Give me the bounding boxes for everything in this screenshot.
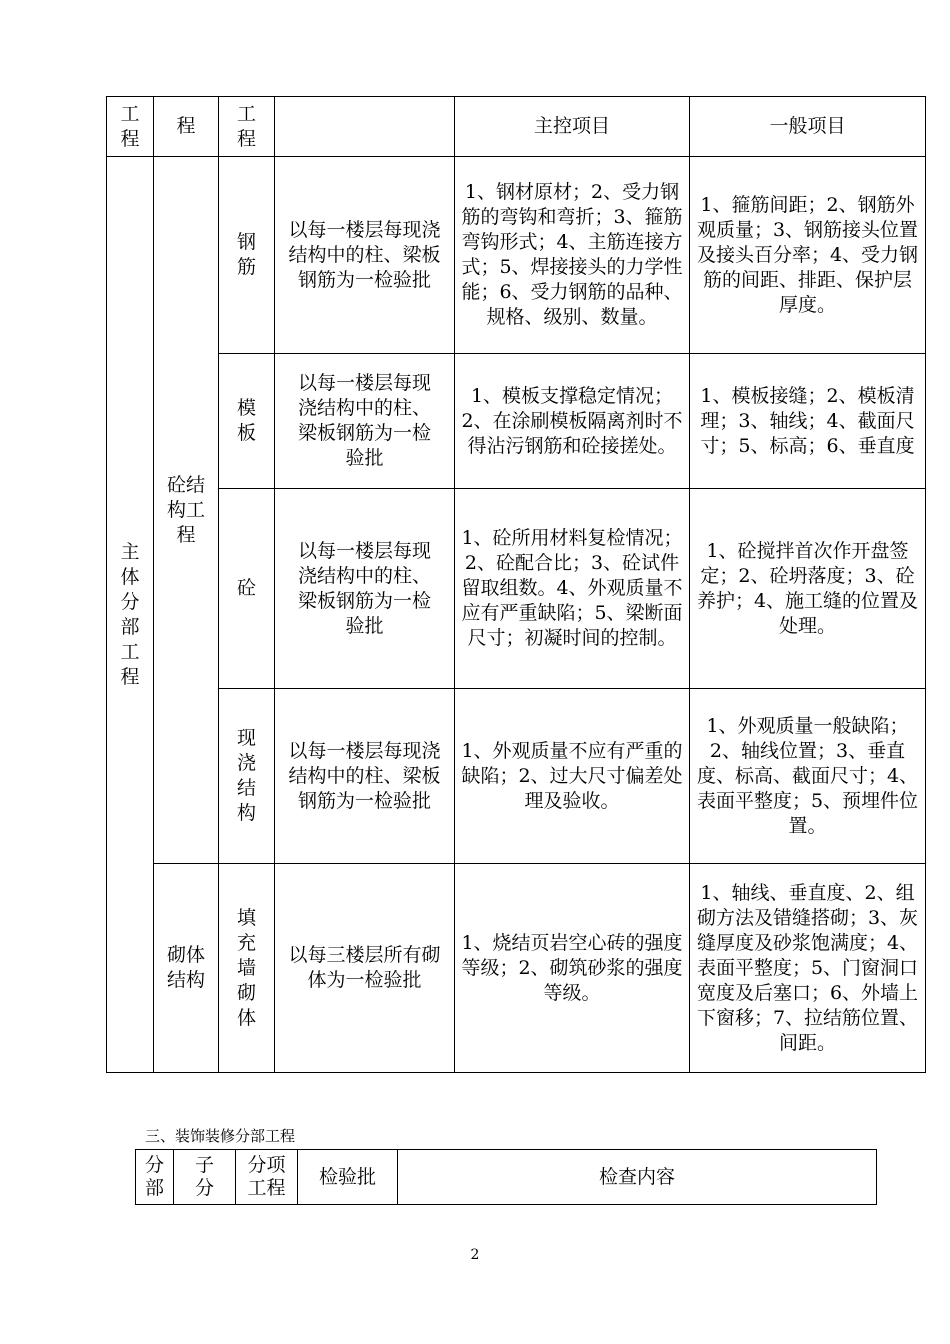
subdivision-cell: 砌体结构 [154, 864, 219, 1073]
batch-cell: 以每一楼层每现浇结构中的柱、梁板钢筋为一检验批 [275, 689, 455, 864]
table-header-row [107, 97, 926, 157]
item-cell: 砼 [219, 489, 275, 689]
general-cell: 1、箍筋间距；2、钢筋外观质量；3、钢筋接头位置及接头百分率；4、受力钢筋的间距、排距、保护层厚度。 [690, 157, 926, 354]
table-row [107, 354, 926, 489]
item-cell: 现浇结构 [219, 689, 275, 864]
item-cell: 钢筋 [219, 157, 275, 354]
batch-cell: 以每一楼层每现浇结构中的柱、梁板钢筋为一检验批 [275, 489, 455, 689]
batch-cell: 以每一楼层每现浇结构中的柱、梁板钢筋为一检验批 [275, 157, 455, 354]
general-cell: 1、轴线、垂直度、2、组砌方法及错缝搭砌；3、灰缝厚度及砂浆饱满度；4、表面平整度；5、门窗洞口宽度及后塞口；6、外墙上下窗移；7、拉结筋位置、间距。 [690, 864, 926, 1073]
general-cell: 1、模板接缝；2、模板清理；3、轴线；4、截面尺寸；5、标高；6、垂直度 [690, 354, 926, 489]
table-row [107, 489, 926, 689]
header-cell: 子分 [174, 1150, 236, 1205]
section-title: 三、装饰装修分部工程 [145, 1127, 296, 1145]
decoration-table [135, 1149, 877, 1205]
table-header-row [136, 1150, 877, 1205]
item-cell: 填充墙砌体 [219, 864, 275, 1073]
header-cell: 工程 [219, 97, 275, 157]
inspection-table [106, 96, 926, 1073]
main-control-cell: 1、钢材原材；2、受力钢筋的弯钩和弯折；3、箍筋弯钩形式；4、主筋连接方式；5、焊接接头的力学性能；6、受力钢筋的品种、规格、级别、数量。 [455, 157, 690, 354]
main-control-cell: 1、外观质量不应有严重的缺陷；2、过大尺寸偏差处理及验收。 [455, 689, 690, 864]
main-control-cell: 1、模板支撑稳定情况；2、在涂刷模板隔离剂时不得沾污钢筋和砼接搓处。 [455, 354, 690, 489]
general-cell: 1、砼搅拌首次作开盘签定；2、砼坍落度；3、砼养护；4、施工缝的位置及处理。 [690, 489, 926, 689]
header-cell [275, 97, 455, 157]
division-cell: 主体分部工程 [107, 157, 154, 1073]
header-cell: 程 [154, 97, 219, 157]
main-control-cell: 1、砼所用材料复检情况；2、砼配合比；3、砼试件留取组数。4、外观质量不应有严重缺陷；5、梁断面尺寸；初凝时间的控制。 [455, 489, 690, 689]
header-cell: 分部 [136, 1150, 174, 1205]
page-number: 2 [470, 1247, 480, 1263]
item-cell: 模板 [219, 354, 275, 489]
batch-cell: 以每一楼层每现浇结构中的柱、梁板钢筋为一检验批 [275, 354, 455, 489]
table-row [107, 157, 926, 354]
header-cell: 工程 [107, 97, 154, 157]
table-row [107, 689, 926, 864]
header-cell-main-control: 主控项目 [455, 97, 690, 157]
table-row [107, 864, 926, 1073]
header-cell: 分项工程 [236, 1150, 298, 1205]
subdivision-cell: 砼结构工程 [154, 157, 219, 864]
main-control-cell: 1、烧结页岩空心砖的强度等级；2、砌筑砂浆的强度等级。 [455, 864, 690, 1073]
header-cell: 检查内容 [398, 1150, 877, 1205]
header-cell: 检验批 [298, 1150, 398, 1205]
general-cell: 1、外观质量一般缺陷；2、轴线位置；3、垂直度、标高、截面尺寸；4、表面平整度；5、预埋件位置。 [690, 689, 926, 864]
batch-cell: 以每三楼层所有砌体为一检验批 [275, 864, 455, 1073]
header-cell-general: 一般项目 [690, 97, 926, 157]
